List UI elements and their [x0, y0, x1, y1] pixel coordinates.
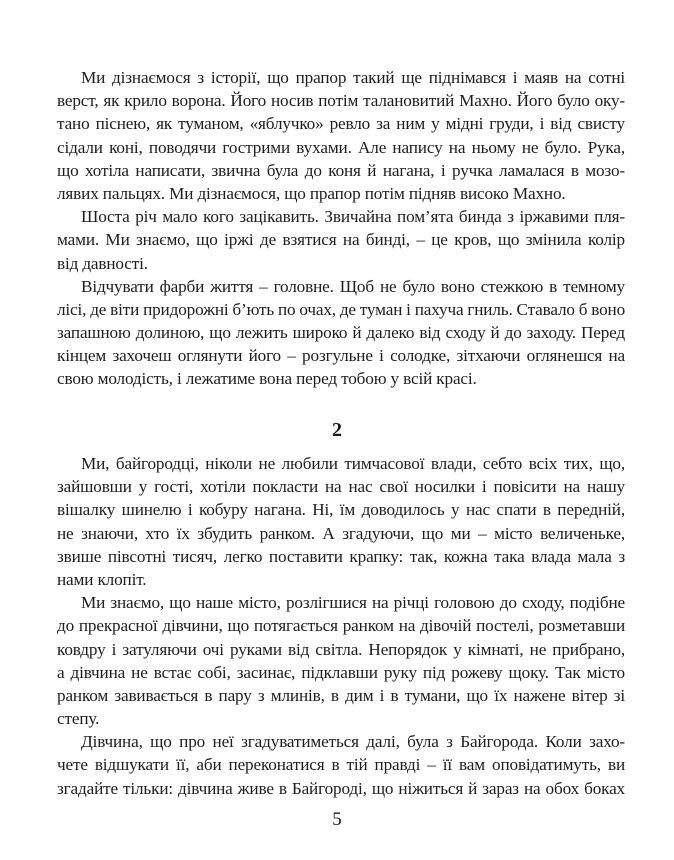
text-line: степу. — [57, 709, 100, 729]
text-line: а дівчина не встає собі, засинає, підклавши руку під рожеву щоку. Так місто — [57, 662, 625, 682]
text-line: лявих пальцях. Ми дізнаємося, що прапор потім підняв високо Махно. — [57, 183, 566, 203]
text-line: лісі, де віти придорожні б’ють по очах, де туман і пахуча гниль. Ставало б воно — [57, 299, 625, 319]
section-one-text — [57, 66, 625, 391]
paragraph — [57, 591, 625, 730]
text-line: не знаючи, хто їх збудить ранком. А згадуючи, що ми – місто величеньке, — [57, 523, 625, 543]
text-line: кінцем захочеш оглянути його – розгульне і солодке, зітхаючи оглянешся на — [57, 346, 625, 366]
page-number: 5 — [332, 809, 342, 830]
text-line: зайшовши у гості, хотіли покласти на нас свої носилки і повісити на нашу — [57, 477, 625, 497]
paragraph — [57, 205, 625, 275]
paragraph — [57, 275, 625, 391]
text-line: сідали коні, поводячи гострими вухами. Але напису на ньому не було. Рука, — [57, 137, 625, 157]
text-line: нами клопіт. — [57, 569, 147, 589]
text-line: верст, як крило ворона. Його носив потім талановитий Махно. Його було оку- — [57, 91, 625, 111]
text-line: згадайте тільки: дівчина живе в Байгороді, що ніжиться й зараз на обох боках — [57, 778, 625, 798]
text-line: від давності. — [57, 253, 148, 273]
section-two-text — [57, 452, 625, 800]
text-line: Шоста річ мало кого зацікавить. Звичайна пом’ята бинда з іржавими пля- — [81, 207, 625, 227]
section-heading: 2 — [332, 419, 342, 441]
text-line: до прекрасної дівчини, що потягається ранком на дівочій постелі, розметавши — [57, 616, 625, 636]
paragraph — [57, 730, 625, 800]
text-line: вішалку шинелю і кобуру нагана. Ні, їм доводилось у нас спати в передній, — [57, 500, 625, 520]
text-line: ковдру і затуляючи очі руками від світла. Непорядок у кімнаті, не прибрано, — [57, 639, 625, 659]
text-line: мами. Ми знаємо, що іржі де взятися на бинді, – це кров, що змінила колір — [57, 230, 625, 250]
paragraph — [57, 452, 625, 591]
text-line: свою молодість, і лежатиме вона перед тобою у всій красі. — [57, 369, 477, 389]
text-line: ранком завивається в пару з млинів, в дим і в тумани, що їх нажене вітер зі — [57, 685, 625, 705]
text-line: Ми дізнаємося з історії, що прапор такий ще піднімався і маяв на сотні — [81, 68, 625, 87]
text-line: Ми знаємо, що наше місто, розлігшися на річці головою до сходу, подібне — [81, 593, 625, 613]
text-line: Ми, байгородці, ніколи не любили тимчасової влади, себто всіх тих, що, — [81, 454, 625, 473]
paragraph — [57, 66, 625, 205]
text-line: запашною долиною, що лежить широко й далеко від сходу й до заходу. Перед — [57, 323, 625, 343]
text-line: чете відшукати її, аби переконатися в тій правді – її вам оповідатимуть, ви — [57, 755, 625, 775]
text-line: звише півсотні тисяч, легко поставити крапку: так, кожна така влада мала з — [57, 546, 625, 566]
text-line: Відчувати фарби життя – головне. Щоб не було воно стежкою в темному — [81, 276, 625, 296]
text-line: Дівчина, що про неї згадуватиметься далі, була з Байгорода. Коли захо- — [81, 732, 625, 752]
text-line: що хотіла написати, звична була до коня й нагана, і ручка ламалася в мозо- — [57, 160, 625, 180]
text-line: тано піснею, як туманом, «яблучко» ревло за ним у мідні груди, і від свисту — [57, 114, 625, 134]
